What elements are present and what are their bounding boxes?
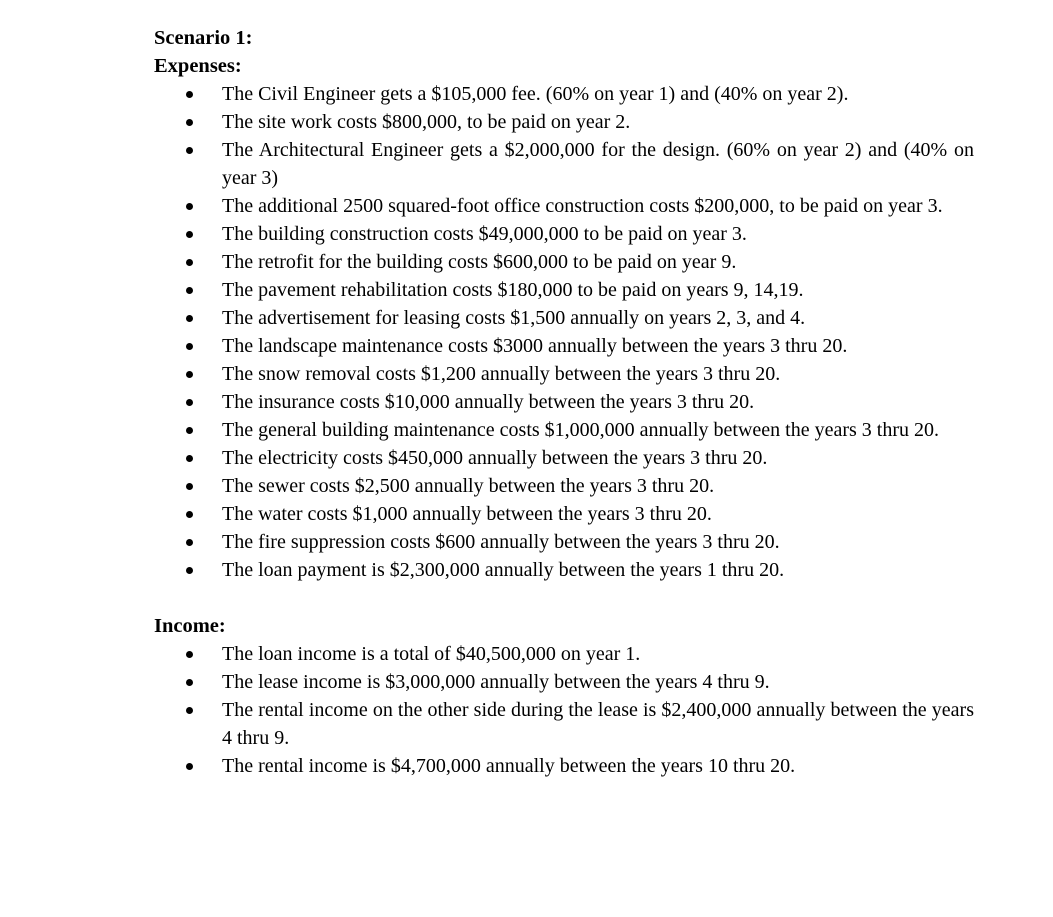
- bullet-icon: [186, 707, 193, 714]
- bullet-icon: [186, 679, 193, 686]
- list-item: [154, 444, 974, 472]
- list-item-text: The loan income is a total of $40,500,000 on year 1.: [222, 643, 641, 665]
- bullet-icon: [186, 371, 193, 378]
- list-item: [154, 472, 974, 500]
- list-item-text: The Civil Engineer gets a $105,000 fee. (60% on year 1) and (40% on year 2).: [222, 83, 849, 105]
- scenario-title: Scenario 1:: [154, 27, 253, 49]
- list-item: [154, 332, 974, 360]
- bullet-icon: [186, 343, 193, 350]
- document: [154, 24, 974, 780]
- list-item: [154, 752, 974, 780]
- bullet-icon: [186, 91, 193, 98]
- income-list: [154, 640, 974, 780]
- list-item-text: The insurance costs $10,000 annually between the years 3 thru 20.: [222, 391, 755, 413]
- bullet-icon: [186, 763, 193, 770]
- list-item-text: The loan payment is $2,300,000 annually between the years 1 thru 20.: [222, 559, 785, 581]
- list-item: [154, 276, 974, 304]
- list-item: [154, 668, 974, 696]
- bullet-icon: [186, 147, 193, 154]
- list-item: [154, 640, 974, 668]
- bullet-icon: [186, 427, 193, 434]
- list-item-text: The general building maintenance costs $1,000,000 annually between the years 3 thru 20.: [222, 419, 940, 441]
- list-item: [154, 696, 974, 752]
- list-item: [154, 360, 974, 388]
- list-item-text: The snow removal costs $1,200 annually between the years 3 thru 20.: [222, 363, 781, 385]
- bullet-icon: [186, 287, 193, 294]
- list-item-text: The water costs $1,000 annually between the years 3 thru 20.: [222, 503, 712, 525]
- income-heading: Income:: [154, 615, 226, 637]
- list-item-text: The Architectural Engineer gets a $2,000,000 for the design. (60% on year 2) and (40% on year 3): [222, 139, 974, 189]
- list-item-text: The pavement rehabilitation costs $180,000 to be paid on years 9, 14,19.: [222, 279, 804, 301]
- list-item: [154, 136, 974, 192]
- bullet-icon: [186, 119, 193, 126]
- list-item-text: The lease income is $3,000,000 annually between the years 4 thru 9.: [222, 671, 770, 693]
- list-item: [154, 528, 974, 556]
- list-item-text: The landscape maintenance costs $3000 annually between the years 3 thru 20.: [222, 335, 848, 357]
- bullet-icon: [186, 315, 193, 322]
- list-item: [154, 388, 974, 416]
- bullet-icon: [186, 567, 193, 574]
- list-item-text: The sewer costs $2,500 annually between the years 3 thru 20.: [222, 475, 715, 497]
- list-item: [154, 304, 974, 332]
- list-item: [154, 80, 974, 108]
- list-item-text: The electricity costs $450,000 annually between the years 3 thru 20.: [222, 447, 768, 469]
- list-item-text: The site work costs $800,000, to be paid on year 2.: [222, 111, 631, 133]
- bullet-icon: [186, 231, 193, 238]
- list-item-text: The advertisement for leasing costs $1,500 annually on years 2, 3, and 4.: [222, 307, 806, 329]
- list-item-text: The fire suppression costs $600 annually between the years 3 thru 20.: [222, 531, 780, 553]
- list-item: [154, 500, 974, 528]
- list-item-text: The building construction costs $49,000,000 to be paid on year 3.: [222, 223, 747, 245]
- list-item: [154, 220, 974, 248]
- list-item: [154, 248, 974, 276]
- list-item-text: The rental income on the other side during the lease is $2,400,000 annually between the years 4 thru 9.: [222, 699, 974, 749]
- bullet-icon: [186, 483, 193, 490]
- expenses-list: [154, 80, 974, 584]
- list-item: [154, 556, 974, 584]
- bullet-icon: [186, 539, 193, 546]
- list-item-text: The retrofit for the building costs $600,000 to be paid on year 9.: [222, 251, 737, 273]
- bullet-icon: [186, 399, 193, 406]
- bullet-icon: [186, 259, 193, 266]
- bullet-icon: [186, 651, 193, 658]
- list-item: [154, 108, 974, 136]
- expenses-heading: Expenses:: [154, 55, 242, 77]
- list-item-text: The rental income is $4,700,000 annually between the years 10 thru 20.: [222, 755, 796, 777]
- bullet-icon: [186, 203, 193, 210]
- list-item: [154, 192, 974, 220]
- list-item-text: The additional 2500 squared-foot office construction costs $200,000, to be paid on year 3.: [222, 195, 943, 217]
- bullet-icon: [186, 455, 193, 462]
- bullet-icon: [186, 511, 193, 518]
- section-spacer: [154, 584, 974, 612]
- list-item: [154, 416, 974, 444]
